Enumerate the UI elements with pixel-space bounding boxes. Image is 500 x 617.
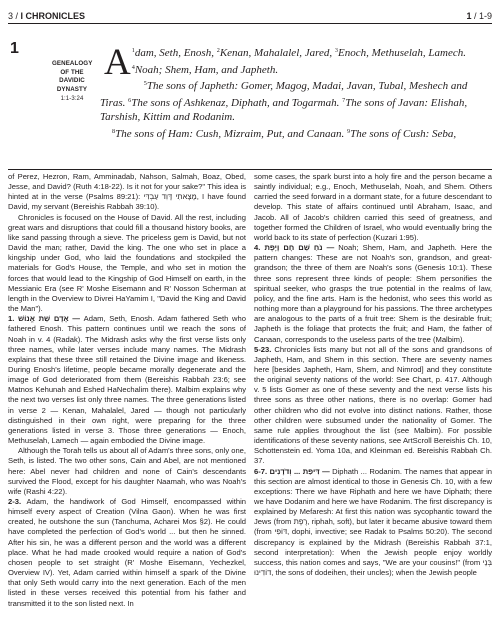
drop-cap: A: [104, 42, 131, 83]
commentary-column-left: [8, 172, 246, 613]
verse-text: The sons of Ashkenaz, Diphath, and Togarmah.: [131, 96, 343, 109]
commentary: [8, 172, 492, 613]
commentary-lemma: 2-3.: [8, 497, 27, 506]
section-reference: 1:1-3:24: [60, 96, 84, 103]
section-heading-line: DYNASTY: [56, 85, 88, 93]
commentary-paragraph: 4. נֹחַ שֵׁם חָם וָיָפֶת — Noah; Shem, Ham, and Japheth. Here the pattern changes: These are not Noah's son, grandson, and great-grandson; the three of them are Noah's sons (Genesis 10:1). These three sons represent three kinds of people: Shem personifies the spiritual seeker, who grasps the true potential in the realms of law, policy, and the fine arts. Ham is the hedonist, who sees this world as nothing more than a playground for his passions. The three archetypes are analogous to the parts of a fruit tree: Shem is the desirable fruit; Japheth is the foliage that protects the fruit; and Ham, the father of Canaan, corresponds to the useless parts of the tree (Malbim).: [254, 243, 492, 344]
commentary-paragraph: of Perez, Hezron, Ram, Amminadab, Nahson, Salmah, Boaz, Obed, Jesse, and David? (Ruth 4:18-22). Is it not for your sake?" This idea is hinted at in the verse (Psalms 89:21): מָצָאתִי דָּוִד עַבְדִּי, I have found David, my servant (Bereishis Rabbah 39:10).: [8, 172, 246, 212]
section-heading-line: GENEALOGY: [52, 60, 93, 67]
commentary-column-right: [254, 172, 492, 613]
section-heading-line: DAVIDIC: [59, 77, 85, 85]
verse-block: [100, 125, 492, 142]
scripture-text: [100, 44, 492, 141]
verse-block: [100, 42, 492, 83]
verse-text: dam, Seth, Enosh,: [134, 47, 217, 59]
commentary-paragraph: Chronicles is focused on the House of David. All the rest, including great wars and disruptions that could fill a thousand history books, are like sand passing through a sieve. The priceless gem is David, but not David the man; rather, David the king. The one who set in place a kingship under God, who laid the foundations and stockpiled the materials for God's House, the Temple, and who set in motion the forces that would lead to the Kingship of God Himself on earth, in the Messianic Era (see R' Moshe Eisemann and R' Nosson Scherman at length in the Overview to Divrei HaYamim I, "David the King and David the Man").: [8, 212, 246, 314]
verse-number: 2: [216, 47, 220, 54]
verse-text: The sons of Japheth: Gomer, Magog, Madai, Javan, Tubal, Meshech and Tiras.: [100, 80, 468, 109]
verse-text: Noah; Shem, Ham, and Japheth.: [134, 63, 279, 76]
commentary-lemma: 1. אָדָם שֵׁת אֱנוֹשׁ —: [8, 314, 84, 324]
commentary-paragraph: Although the Torah tells us about all of Adam's three sons, only one, Seth, is listed. The two other sons, Cain and Abel, are not mentioned here: Abel never had children and none of Cain's descendants survived the Flood, except for his daughter Naamah, who was Noah's wife (Rashi 4:22).: [8, 446, 246, 496]
section-heading-line: OF THE: [60, 68, 84, 76]
verse-number: 6: [128, 96, 132, 104]
running-head-right: 1 / 1-9: [466, 11, 492, 21]
verse-number: 7: [342, 96, 346, 104]
commentary-paragraph: 2-3. Adam, the handiwork of God Himself, encompassed within himself every aspect of Creation (Vilna Gaon). When he was first created, he outshone the sun (Tanchuma, Acharei Mos §2). He could have completed the perfection of God's world ... but then he sinned. After his sin, he was a different person and the world was a different place. What he had made crooked would require a nation of God's chosen people to set straight (R' Moshe Eisemann, Yechezkel, Overview IV). Yet, Adam carried within himself a spark of the Divine that only Seth would carry into the next generation. Each of the men listed in these verses received this potential from his father and transmitted it to the son listed next. In: [8, 497, 246, 608]
commentary-paragraph: 1. אָדָם שֵׁת אֱנוֹשׁ — Adam, Seth, Enosh. Adam fathered Seth who fathered Enosh. This pattern continues until we reach the sons of Noah in v. 4 (Radak). The Midrash asks why the first verse lists only three names, while later verses include many names. The Midrash explains that these three still retained the Divine image and likeness. During Enosh's lifetime, people became morally degenerate and the image of God deteriorated from them (Bereishis Rabbah 23:6; see Matnos Kehunah and Eshed HaNechalim there). Malbim explains why the next two verses list only three names. The three generations listed in verse 2 — Kenan, Mahalalel, Jared — though not particularly distinguished in their own right, were preparing for the three generations listed in verse 3. Those three generations — Enoch, Methuselah, Lamech — again embodied the Divine image.: [8, 314, 246, 446]
commentary-lemma: 6-7. דִּיפַת ... וְדֹדָנִים —: [254, 466, 333, 476]
verse-number: 3: [334, 47, 338, 54]
section-divider: [8, 169, 492, 170]
verse-number: 9: [347, 127, 351, 135]
verse-number: 1: [131, 47, 135, 54]
chapter-number: 1: [10, 40, 19, 57]
verse-text: Kenan, Mahalalel, Jared,: [219, 47, 335, 59]
commentary-paragraph: 6-7. דִּיפַת ... וְדֹדָנִים — Diphath ... Rodanim. The names that appear in this section are almost identical to those in Genesis Ch. 10, with a few exceptions: There we have Riphath and here we have Diphath; there we have Dodanim and here we have Rodanim. The first discrepancy is explained by Mefaresh: At first this nation was sycophantic toward the Jews (from רֶפֶת, riphah, soft), but later it became abusive toward them (from דּוֹפִי, dophi, invective; see Radak to Psalms 50:20). The second discrepancy is explained by the Midrash (Bereishis Rabbah 37:1, second interpretation): When the Jewish people enjoy worldly success, this nation comes and says, "We are your cousins!" (from בְּנֵי דוֹדִינוּ, the sons of dodeihen, their uncles); when the Jewish people: [254, 466, 492, 578]
commentary-paragraph: 5-23. Chronicles lists many but not all of the sons and grandsons of Japheth, Ham, and Shem in this section. There are seventy names here [besides Japheth, Ham, Shem, and Nimrod] and they constitute the original seventy nations of the world: See Chart, p. 417. Although v. 5 lists Gomer as one of these seventy and the next verse lists his three sons as three other nations, there is no overlap: Gomer had other children who did not evolve into distinct nations. Rather, those other children were subsumed under the nationality of Gomer. The same rule applies throughout the list (see Malbim). For possible identifications of these seventy nations, see ArtScroll Bereishis Ch. 10, Schottenstein ed. Yoma 10a, and Kleinman ed. Bereishis Rabbah Ch. 37.: [254, 344, 492, 466]
verse-block: [100, 77, 492, 125]
commentary-lemma: 4. נֹחַ שֵׁם חָם וָיָפֶת —: [254, 243, 339, 253]
running-head-left: 3 / I CHRONICLES: [8, 11, 86, 21]
commentary-paragraph: some cases, the spark burst into a holy fire and the person became a saintly individual; e.g., Enoch, Methuselah, Noah, and Shem. Others carried the seed forward in a dormant state, for a future descendant to develop. This state of affairs continued until Abraham, Isaac, and Jacob. All of Jacob's children carried this seed of greatness, and together formed the Children of Israel, who would eventually bring the world back to its state of perfection (Kuzari 1:95).: [254, 172, 492, 242]
verse-number: 4: [131, 63, 135, 71]
verse-text: Enoch, Methuselah, Lamech.: [337, 47, 466, 59]
verse-text: The sons of Cush: Seba,: [350, 127, 457, 140]
verse-number: 5: [143, 80, 147, 87]
verse-text: The sons of Javan: Elishah, Tarshish, Kittim and Rodanim.: [100, 96, 468, 123]
section-heading: [52, 60, 92, 104]
running-head: [8, 5, 492, 24]
verse-text: The sons of Ham: Cush, Mizraim, Put, and Canaan.: [115, 127, 348, 140]
verse-number: 8: [112, 127, 116, 135]
commentary-lemma: 5-23.: [254, 344, 275, 354]
